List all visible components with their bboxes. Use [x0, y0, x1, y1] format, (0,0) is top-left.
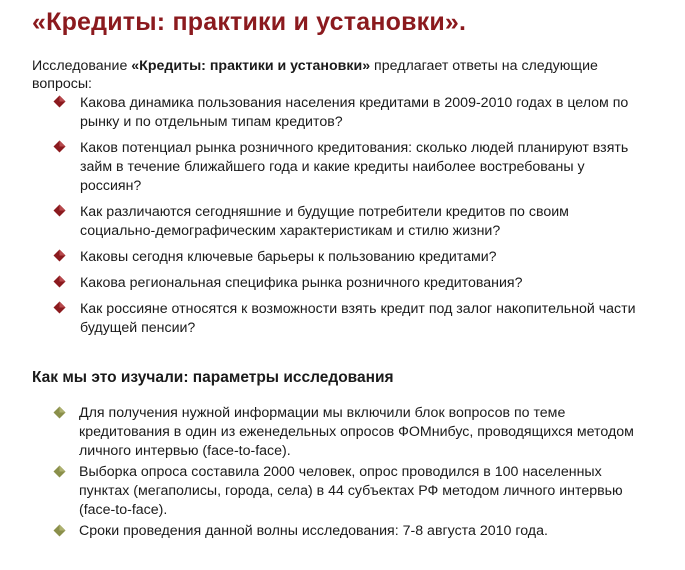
intro-study-name: «Кредиты: практики и установки» [131, 58, 371, 74]
red-diamond-bullet-icon [53, 275, 66, 288]
method-item [0, 463, 685, 520]
section-title: Как мы это изучали: параметры исследования [32, 369, 394, 386]
question-item [0, 274, 685, 293]
intro-suffix: предлагает ответы на следующие вопросы: [32, 58, 598, 92]
method-text: Выборка опроса составила 2000 человек, опрос проводился в 100 населенных пунктах (мегаполисы, города, села) в 44 субъектах РФ методом личного интервью (face-to-face). [79, 464, 623, 518]
question-text: Каков потенциал рынка розничного кредитования: сколько людей планируют взять займ в течение ближайшего года и какие кредиты наиболее востребованы у россиян? [80, 140, 629, 194]
methods-list [0, 404, 685, 543]
intro-paragraph [32, 57, 632, 93]
method-text: Сроки проведения данной волны исследования: 7-8 августа 2010 года. [79, 523, 548, 539]
question-item [0, 203, 685, 241]
page-title: «Кредиты: практики и установки». [32, 8, 467, 36]
question-item [0, 139, 685, 196]
question-text: Как различаются сегодняшние и будущие потребители кредитов по своим социально-демографическим характеристикам и стилю жизни? [80, 204, 569, 239]
red-diamond-bullet-icon [53, 204, 66, 217]
question-text: Какова региональная специфика рынка розничного кредитования? [80, 275, 523, 291]
intro-prefix: Исследование [32, 58, 132, 74]
olive-diamond-bullet-icon [53, 465, 66, 478]
olive-diamond-bullet-icon [53, 524, 66, 537]
red-diamond-bullet-icon [53, 301, 66, 314]
question-text: Как россияне относятся к возможности взять кредит под залог накопительной части будущей пенсии? [80, 301, 636, 336]
olive-diamond-bullet-icon [53, 406, 66, 419]
question-text: Каковы сегодня ключевые барьеры к пользованию кредитами? [80, 249, 497, 265]
red-diamond-bullet-icon [53, 95, 66, 108]
question-item [0, 300, 685, 338]
question-text: Какова динамика пользования населения кредитами в 2009-2010 годах в целом по рынку и по отдельным типам кредитов? [80, 95, 629, 130]
method-item [0, 404, 685, 461]
red-diamond-bullet-icon [53, 249, 66, 262]
questions-list [0, 94, 685, 345]
method-text: Для получения нужной информации мы включили блок вопросов по теме кредитования в один из еженедельных опросов ФОМнибус, проводящихся методом личного интервью (face-to-face). [79, 405, 634, 459]
red-diamond-bullet-icon [53, 140, 66, 153]
method-item [0, 522, 685, 541]
question-item [0, 248, 685, 267]
question-item [0, 94, 685, 132]
